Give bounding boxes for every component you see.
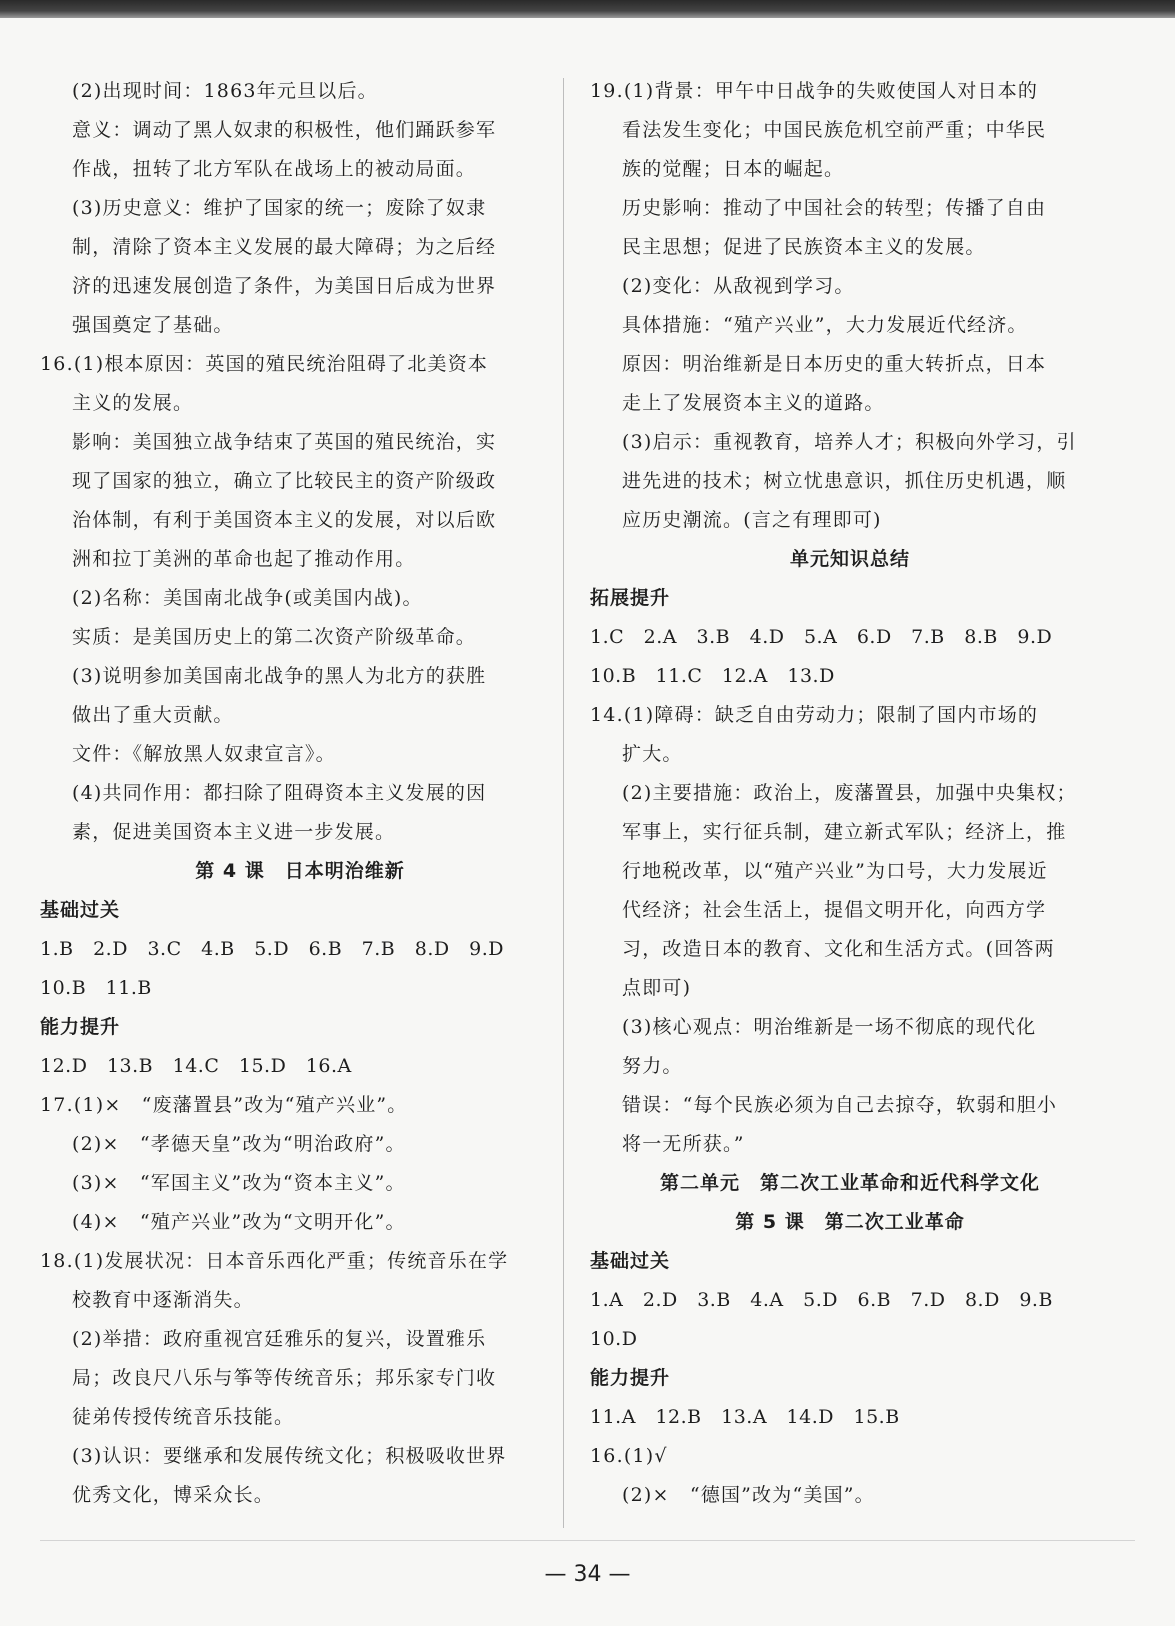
answer-key-line: 10.B 11.B xyxy=(40,977,152,999)
answer-key-line: 10.B 11.C 12.A 13.D xyxy=(590,665,835,687)
left-column xyxy=(40,72,560,1515)
text-line: 校教育中逐渐消失。 xyxy=(72,1289,254,1311)
text-line: (2)× “德国”改为“美国”。 xyxy=(622,1484,875,1506)
text-line: 将一无所获。” xyxy=(622,1133,745,1155)
text-line: 意义：调动了黑人奴隶的积极性，他们踊跃参军 xyxy=(72,119,497,141)
text-line: (2)主要措施：政治上，废藩置县，加强中央集权； xyxy=(622,782,1077,804)
text-line: 错误：“每个民族必须为自己去掠夺，软弱和胆小 xyxy=(622,1094,1058,1116)
text-line: 应历史潮流。(言之有理即可) xyxy=(622,509,882,531)
section-heading: 能力提升 xyxy=(40,1016,121,1038)
lesson-title: 第二单元 第二次工业革命和近代科学文化 xyxy=(659,1172,1040,1194)
text-line: (3)核心观点：明治维新是一场不彻底的现代化 xyxy=(622,1016,1037,1038)
footer-rule xyxy=(40,1540,1135,1541)
lesson-title: 第 5 课 第二次工业革命 xyxy=(735,1211,965,1233)
answer-key-line: 1.C 2.A 3.B 4.D 5.A 6.D 7.B 8.B 9.D xyxy=(590,626,1053,648)
text-line: (3)历史意义：维护了国家的统一；废除了奴隶 xyxy=(72,197,487,219)
column-divider xyxy=(563,78,564,1528)
text-line: 素，促进美国资本主义进一步发展。 xyxy=(72,821,396,843)
text-line: (2)变化：从敌视到学习。 xyxy=(622,275,855,297)
text-line: 强国奠定了基础。 xyxy=(72,314,234,336)
text-line: 行地税改革，以“殖产兴业”为口号，大力发展近 xyxy=(622,860,1048,882)
text-line: (3)启示：重视教育，培养人才；积极向外学习，引 xyxy=(622,431,1077,453)
lesson-title: 第 4 课 日本明治维新 xyxy=(195,860,405,882)
answer-key-line: 1.A 2.D 3.B 4.A 5.D 6.B 7.D 8.D 9.B xyxy=(590,1289,1053,1311)
text-line: 军事上，实行征兵制，建立新式军队；经济上，推 xyxy=(622,821,1067,843)
text-line: 16.(1)根本原因：英国的殖民统治阻碍了北美资本 xyxy=(40,353,489,375)
text-line: 原因：明治维新是日本历史的重大转折点，日本 xyxy=(622,353,1047,375)
text-line: 制，清除了资本主义发展的最大障碍；为之后经 xyxy=(72,236,497,258)
text-line: 济的迅速发展创造了条件，为美国日后成为世界 xyxy=(72,275,497,297)
text-line: 扩大。 xyxy=(622,743,683,765)
answer-key-line: 11.A 12.B 13.A 14.D 15.B xyxy=(590,1406,900,1428)
text-line: 代经济；社会生活上，提倡文明开化，向西方学 xyxy=(622,899,1047,921)
text-line: 进先进的技术；树立忧患意识，抓住历史机遇，顺 xyxy=(622,470,1067,492)
text-line: 做出了重大贡献。 xyxy=(72,704,234,726)
text-line: (2)名称：美国南北战争(或美国内战)。 xyxy=(72,587,423,609)
text-line: 历史影响：推动了中国社会的转型；传播了自由 xyxy=(622,197,1047,219)
text-line: 主义的发展。 xyxy=(72,392,194,414)
answer-key-line: 12.D 13.B 14.C 15.D 16.A xyxy=(40,1055,352,1077)
text-line: 实质：是美国历史上的第二次资产阶级革命。 xyxy=(72,626,477,648)
text-line: 习，改造日本的教育、文化和生活方式。(回答两 xyxy=(622,938,1055,960)
page-number: — 34 — xyxy=(544,1562,631,1587)
text-line: 努力。 xyxy=(622,1055,683,1077)
answer-key-line: 1.B 2.D 3.C 4.B 5.D 6.B 7.B 8.D 9.D xyxy=(40,938,504,960)
text-line: (4)共同作用：都扫除了阻碍资本主义发展的因 xyxy=(72,782,487,804)
text-line: 走上了发展资本主义的道路。 xyxy=(622,392,885,414)
section-heading: 能力提升 xyxy=(590,1367,671,1389)
text-line: 优秀文化，博采众长。 xyxy=(72,1484,275,1506)
text-line: (2)举措：政府重视宫廷雅乐的复兴，设置雅乐 xyxy=(72,1328,487,1350)
answer-key-line: 10.D xyxy=(590,1328,638,1350)
text-line: 徒弟传授传统音乐技能。 xyxy=(72,1406,295,1428)
right-column xyxy=(590,72,1110,1515)
text-line: (3)× “军国主义”改为“资本主义”。 xyxy=(72,1172,406,1194)
text-line: (3)认识：要继承和发展传统文化；积极吸收世界 xyxy=(72,1445,507,1467)
text-line: 现了国家的独立，确立了比较民主的资产阶级政 xyxy=(72,470,497,492)
text-line: 民主思想；促进了民族资本主义的发展。 xyxy=(622,236,986,258)
text-line: 18.(1)发展状况：日本音乐西化严重；传统音乐在学 xyxy=(40,1250,509,1272)
text-line: 16.(1)√ xyxy=(590,1445,668,1467)
section-heading: 基础过关 xyxy=(40,899,121,921)
text-line: (2)× “孝德天皇”改为“明治政府”。 xyxy=(72,1133,406,1155)
scan-top-edge xyxy=(0,0,1175,18)
text-line: 洲和拉丁美洲的革命也起了推动作用。 xyxy=(72,548,416,570)
section-heading: 基础过关 xyxy=(590,1250,671,1272)
text-line: 14.(1)障碍：缺乏自由劳动力；限制了国内市场的 xyxy=(590,704,1039,726)
text-line: 影响：美国独立战争结束了英国的殖民统治，实 xyxy=(72,431,497,453)
lesson-title: 单元知识总结 xyxy=(789,548,910,570)
text-line: 文件：《解放黑人奴隶宣言》。 xyxy=(72,743,336,765)
text-line: (4)× “殖产兴业”改为“文明开化”。 xyxy=(72,1211,406,1233)
text-line: 19.(1)背景：甲午中日战争的失败使国人对日本的 xyxy=(590,80,1039,102)
text-line: 治体制，有利于美国资本主义的发展，对以后欧 xyxy=(72,509,497,531)
text-line: 族的觉醒；日本的崛起。 xyxy=(622,158,845,180)
text-line: 具体措施：“殖产兴业”，大力发展近代经济。 xyxy=(622,314,1028,336)
text-line: (3)说明参加美国南北战争的黑人为北方的获胜 xyxy=(72,665,487,687)
section-heading: 拓展提升 xyxy=(590,587,671,609)
text-line: 看法发生变化；中国民族危机空前严重；中华民 xyxy=(622,119,1047,141)
text-line: 局；改良尺八乐与筝等传统音乐；邦乐家专门收 xyxy=(72,1367,497,1389)
text-line: 作战，扭转了北方军队在战场上的被动局面。 xyxy=(72,158,477,180)
text-line: 17.(1)× “废藩置县”改为“殖产兴业”。 xyxy=(40,1094,408,1116)
text-line: (2)出现时间：1863年元旦以后。 xyxy=(72,80,378,102)
text-line: 点即可) xyxy=(622,977,692,999)
